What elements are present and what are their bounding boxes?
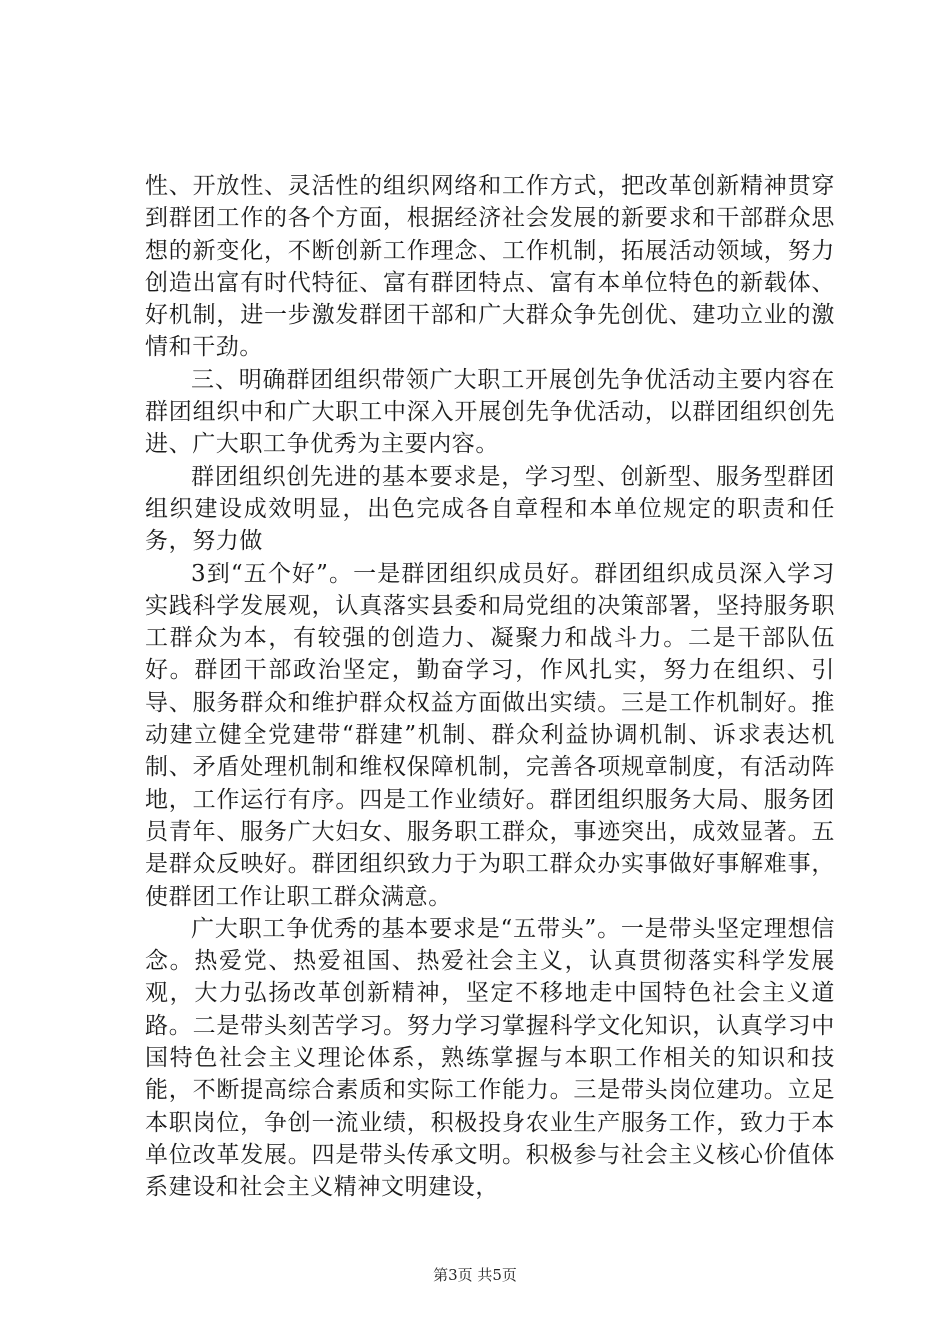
paragraph-five-goods: 3到“五个好”。一是群团组织成员好。群团组织成员深入学习实践科学发展观，认真落实县委和局党组的决策部署，坚持服务职工群众为本，有较强的创造力、凝聚力和战斗力。二是干部队伍好。群团干部政治坚定，勤奋学习，作风扎实，努力在组织、引导、服务群众和维护群众权益方面做出实绩。三是工作机制好。推动建立健全党建带“群建”机制、群众利益协调机制、诉求表达机制、矛盾处理机制和维权保障机制，完善各项规章制度，有活动阵地，工作运行有序。四是工作业绩好。群团组织服务大局、服务团员青年、服务广大妇女、服务职工群众，事迹突出，成效显著。五是群众反映好。群团组织致力于为职工群众办实事做好事解难事，使群团工作让职工群众满意。 [145, 560, 835, 910]
paragraph-five-leads: 广大职工争优秀的基本要求是“五带头”。一是带头坚定理想信念。热爱党、热爱祖国、热爱社会主义，认真贯彻落实科学发展观，大力弘扬改革创新精神，坚定不移地走中国特色社会主义道路。二是带头刻苦学习。努力学习掌握科学文化知识，认真学习中国特色社会主义理论体系，熟练掌握与本职工作相关的知识和技能，不断提高综合素质和实际工作能力。三是带头岗位建功。立足本职岗位，争创一流业绩，积极投身农业生产服务工作，致力于本单位改革发展。四是带头传承文明。积极参与社会主义核心价值体系建设和社会主义精神文明建设， [145, 915, 835, 1201]
paragraph-section-three: 三、明确群团组织带领广大职工开展创先争优活动主要内容在群团组织中和广大职工中深入开展创先争优活动，以群团组织创先进、广大职工争优秀为主要内容。 [145, 366, 835, 458]
page-footer: 第3页 共5页 [433, 1266, 517, 1284]
document-body [145, 170, 835, 1204]
paragraph-group-requirements: 群团组织创先进的基本要求是，学习型、创新型、服务型群团组织建设成效明显，出色完成各自章程和本单位规定的职责和任务，努力做 [145, 463, 835, 555]
paragraph-continuation: 性、开放性、灵活性的组织网络和工作方式，把改革创新精神贯穿到群团工作的各个方面，根据经济社会发展的新要求和干部群众思想的新变化，不断创新工作理念、工作机制，拓展活动领域，努力创造出富有时代特征、富有群团特点、富有本单位特色的新载体、好机制，进一步激发群团干部和广大群众争先创优、建功立业的激情和干劲。 [145, 173, 835, 361]
